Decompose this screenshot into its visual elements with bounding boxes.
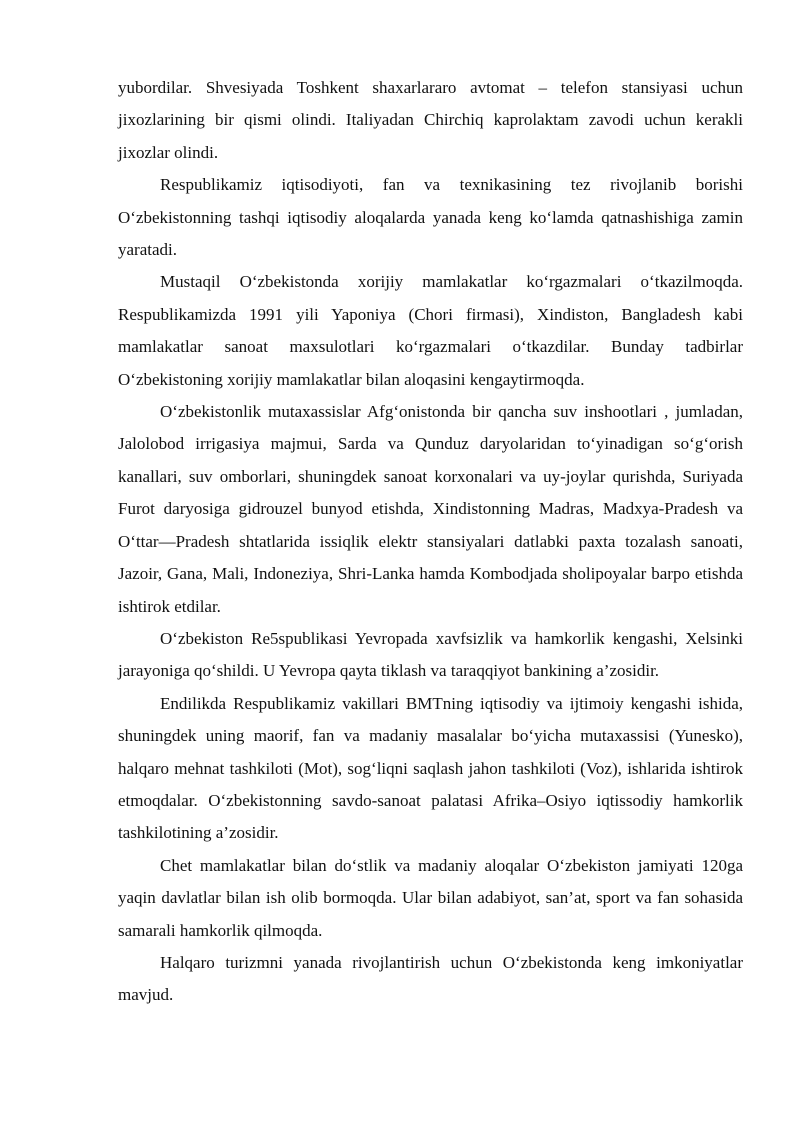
paragraph-specialists: O‘zbekistonlik mutaxassislar Afg‘onistonda bir qancha suv inshootlari , jumladan, Jalolobod irrigasiya majmui, Sarda va Qunduz daryolaridan to‘yinadigan so‘g‘orish kanallari, suv omborlari, shuningdek sanoat korxonalari va uy-joylar qurishda, Suriyada Furot daryosiga gidrouzel bunyod etishda, Xindistonning Madras, Madxya-Pradesh va O‘ttar—Pradesh shtatlarida issiqlik elektr stansiyalari datlabki paxta tozalash sanoati, Jazoir, Gana, Mali, Indoneziya, Shri-Lanka hamda Kombodjada sholipoyalar barpo etishda ishtirok etdilar.	[118, 402, 743, 616]
paragraph-exhibitions: Mustaqil O‘zbekistonda xorijiy mamlakatlar ko‘rgazmalari o‘tkazilmoqda. Respublikamizda 1991 yili Yaponiya (Chori firmasi), Xindiston, Bangladesh kabi mamlakatlar sanoat maxsulotlari ko‘rgazmalari o‘tkazdilar. Bunday tadbirlar O‘zbekistoning xorijiy mamlakatlar bilan aloqasini kengaytirmoqda.	[118, 272, 743, 389]
paragraph-tourism: Halqaro turizmni yanada rivojlantirish uchun O‘zbekistonda keng imkoniyatlar mavjud.	[118, 952, 743, 1005]
paragraph-europe: O‘zbekiston Re5spublikasi Yevropada xavfsizlik va hamkorlik kengashi, Xelsinki jarayoniga qo‘shildi. U Yevropa qayta tiklash va taraqqiyot bankining a’zosidir.	[118, 628, 743, 681]
paragraph-friendship: Chet mamlakatlar bilan do‘stlik va madaniy aloqalar O‘zbekiston jamiyati 120ga yaqin davlatlar bilan ish olib bormoqda. Ular bilan adabiyot, san’at, sport va fan sohasida samarali hamkorlik qilmoqda.	[118, 855, 743, 940]
paragraph-continuation: yubordilar. Shvesiyada Toshkent shaxarlararo avtomat – telefon stansiyasi uchun jixozlarining bir qismi olindi. Italiyadan Chirchiq kaprolaktam zavodi uchun kerakli jixozlar olindi.	[118, 78, 743, 162]
document-page	[118, 72, 743, 1012]
paragraph-un: Endilikda Respublikamiz vakillari BMTning iqtisodiy va ijtimoiy kengashi ishida, shuningdek uning maorif, fan va madaniy masalalar bo‘yicha mutaxassisi (Yunesko), halqaro mehnat tashkiloti (Mot), sog‘liqni saqlash jahon tashkiloti (Voz), ishlarida ishtirok etmoqdalar. O‘zbekistonning savdo-sanoat palatasi Afrika–Osiyo iqtissodiy hamkorlik tashkilotining a’zosidir.	[118, 693, 743, 843]
paragraph-economy: Respublikamiz iqtisodiyoti, fan va texnikasining tez rivojlanib borishi O‘zbekistonning tashqi iqtisodiy aloqalarda yanada keng ko‘lamda qatnashishiga zamin yaratadi.	[118, 175, 743, 260]
